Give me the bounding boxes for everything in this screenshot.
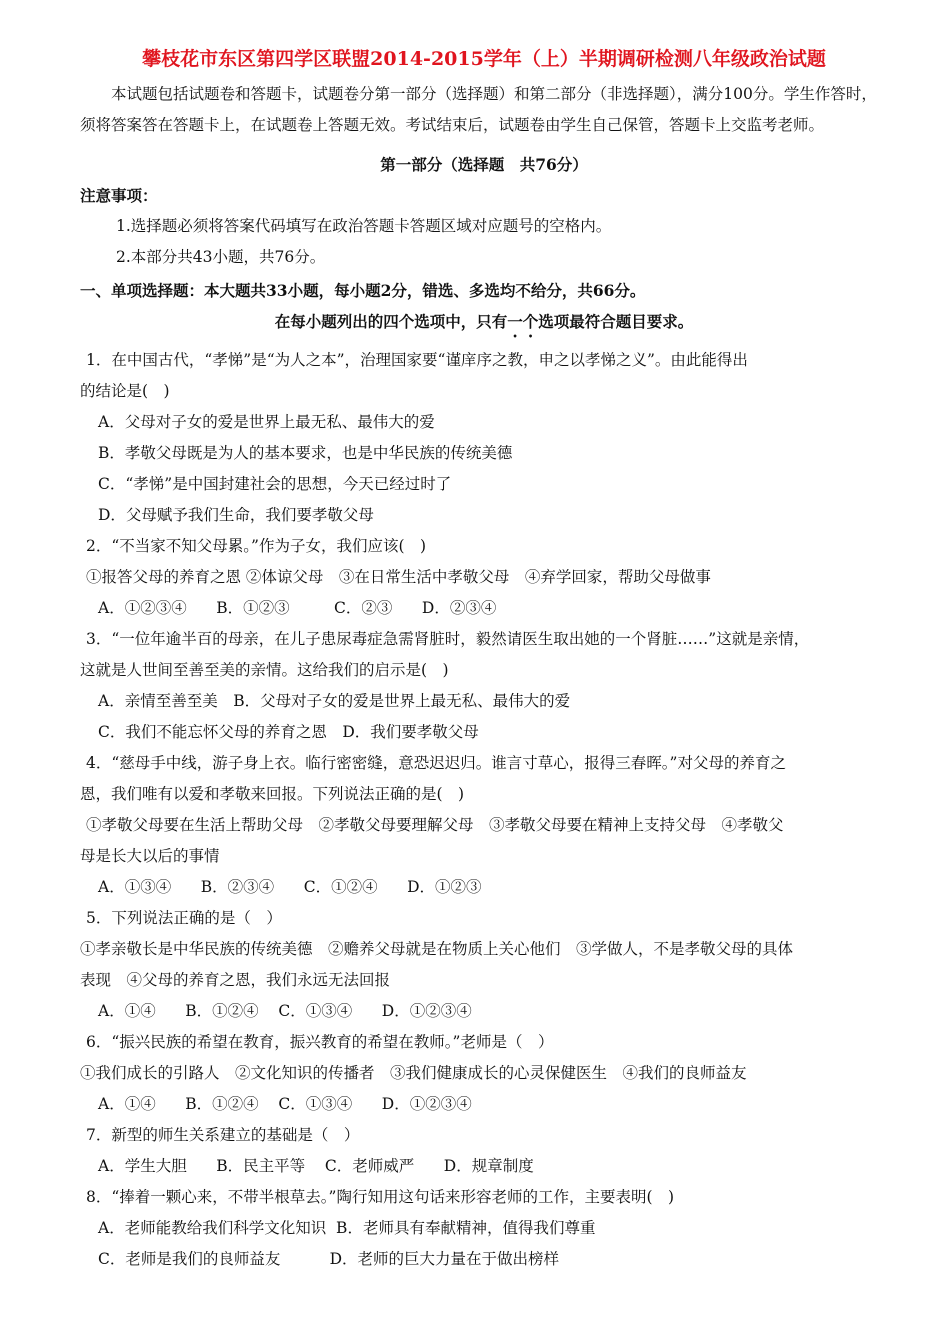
instruction-text: 选项最符合题目要求。: [538, 312, 694, 331]
question-stem: 3．“一位年逾半百的母亲，在儿子患尿毒症急需肾脏时，毅然请医生取出她的一个肾脏……”这就是亲情，: [86, 630, 810, 648]
emphasized-text: 一个: [507, 312, 539, 331]
answer-option-row: C．老师是我们的良师益友 D．老师的巨大力量在于做出榜样: [98, 1250, 560, 1268]
question-item: [80, 748, 888, 903]
question-item: [80, 1182, 888, 1275]
question-stem: 6．“振兴民族的希望在教育，振兴教育的希望在教师。”老师是（ ）: [86, 1033, 554, 1051]
note-item: 1.选择题必须将答案代码填写在政治答题卡答题区域对应题号的空格内。: [116, 217, 612, 235]
question-stem: 8．“捧着一颗心来，不带半根草去。”陶行知用这句话来形容老师的工作，主要表明( ): [86, 1188, 675, 1206]
instruction-text: 在每小题列出的四个选项中，只有: [274, 312, 508, 331]
question-list: [80, 345, 888, 1275]
answer-option: D．父母赋予我们生命，我们要孝敬父母: [98, 506, 374, 524]
question-stem: 2．“不当家不知父母累。”作为子女，我们应该( ): [86, 537, 427, 555]
question-stem: 恩，我们唯有以爱和孝敬来回报。下列说法正确的是( ): [80, 785, 465, 803]
answer-option-row: A．老师能教给我们科学文化知识 B．老师具有奉献精神，值得我们尊重: [98, 1219, 596, 1237]
question-item: [80, 1120, 888, 1182]
question-statements: ①我们成长的引路人 ②文化知识的传播者 ③我们健康成长的心灵保健医生 ④我们的良师益友: [80, 1064, 747, 1082]
note-item: 2.本部分共43小题，共76分。: [116, 248, 326, 266]
answer-option-row: A．①④ B．①②④ C．①③④ D．①②③④: [98, 1095, 472, 1113]
exam-title: 攀枝花市东区第四学区联盟2014-2015学年（上）半期调研检测八年级政治试题: [142, 48, 826, 70]
answer-option-row: A．学生大胆 B．民主平等 C．老师威严 D．规章制度: [98, 1157, 534, 1175]
question-item: [80, 1027, 888, 1120]
question-item: [80, 903, 888, 1027]
question-stem: 7．新型的师生关系建立的基础是（ ）: [86, 1126, 360, 1144]
section-instruction: [80, 306, 888, 341]
question-item: [80, 624, 888, 748]
answer-option: C．“孝悌”是中国封建社会的思想，今天已经过时了: [98, 475, 452, 493]
answer-option: B．孝敬父母既是为人的基本要求，也是中华民族的传统美德: [98, 444, 513, 462]
question-stem: 1．在中国古代，“孝悌”是“为人之本”，治理国家要“谨庠序之教，申之以孝悌之义”。由此能得出: [86, 351, 748, 369]
answer-option-row: A．①④ B．①②④ C．①③④ D．①②③④: [98, 1002, 472, 1020]
answer-option-row: C．我们不能忘怀父母的养育之恩 D．我们要孝敬父母: [98, 723, 479, 741]
answer-option-row: A．①②③④ B．①②③ C．②③ D．②③④: [98, 599, 497, 617]
question-statements: 母是长大以后的事情: [80, 847, 220, 865]
question-stem: 4．“慈母手中线，游子身上衣。临行密密缝，意恐迟迟归。谁言寸草心，报得三春晖。”对父母的养育之: [86, 754, 786, 772]
question-stem: 5．下列说法正确的是（ ）: [86, 909, 282, 927]
part1-heading: 第一部分（选择题 共76分）: [380, 155, 588, 174]
answer-option-row: A．①③④ B．②③④ C．①②④ D．①②③: [98, 878, 482, 896]
answer-option-row: A．亲情至善至美 B．父母对子女的爱是世界上最无私、最伟大的爱: [98, 692, 571, 710]
question-item: [80, 531, 888, 624]
question-stem: 这就是人世间至善至美的亲情。这给我们的启示是( ): [80, 661, 449, 679]
exam-intro: 本试题包括试题卷和答题卡，试题卷分第一部分（选择题）和第二部分（非选择题），满分100分。学生作答时，须将答案答在答题卡上，在试题卷上答题无效。考试结束后，试题卷由学生自己保管，答题卡上交监考老师。: [80, 85, 877, 134]
question-statements: ①孝亲敬长是中华民族的传统美德 ②赡养父母就是在物质上关心他们 ③学做人，不是孝敬父母的具体: [80, 940, 794, 958]
question-item: [80, 345, 888, 531]
question-statements: 表现 ④父母的养育之恩，我们永远无法回报: [80, 971, 391, 989]
notes-title: 注意事项：: [80, 186, 158, 205]
section-heading: 一、单项选择题：本大题共33小题，每小题2分，错选、多选均不给分，共66分。: [80, 281, 646, 300]
answer-option: A．父母对子女的爱是世界上最无私、最伟大的爱: [98, 413, 435, 431]
question-statements: ①孝敬父母要在生活上帮助父母 ②孝敬父母要理解父母 ③孝敬父母要在精神上支持父母 ④孝敬父: [86, 816, 784, 834]
question-statements: ①报答父母的养育之恩 ②体谅父母 ③在日常生活中孝敬父母 ④弃学回家，帮助父母做事: [86, 568, 711, 586]
question-stem: 的结论是( ): [80, 382, 170, 400]
